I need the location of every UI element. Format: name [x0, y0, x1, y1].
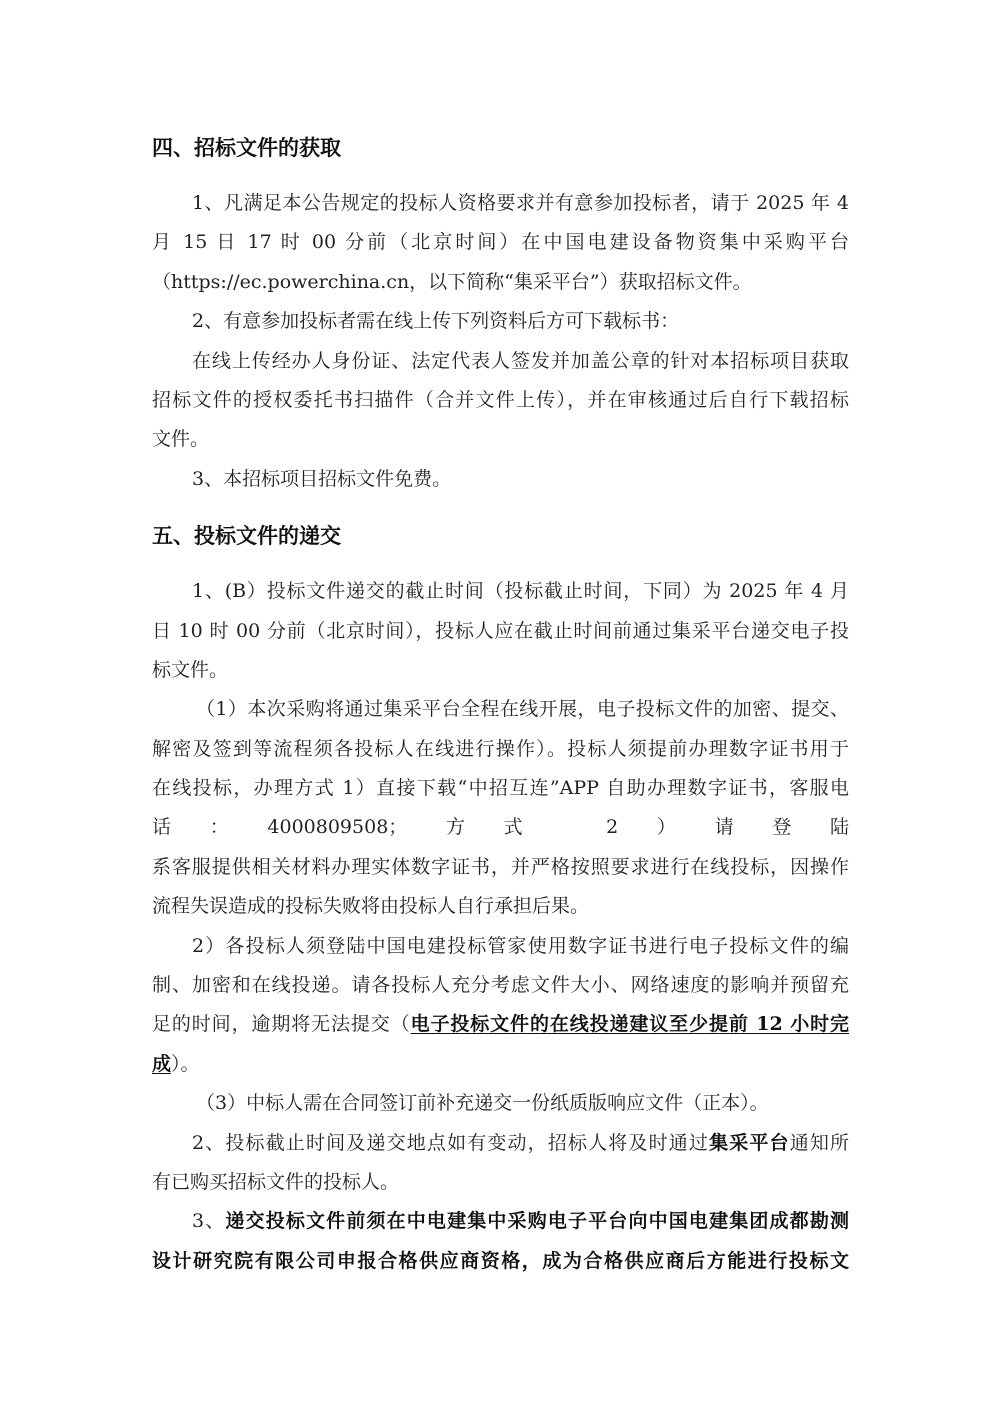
text-span: 有已购买招标文件的投标人。	[152, 1170, 400, 1193]
text-line	[152, 1084, 849, 1123]
text-span: 系客服提供相关材料办理实体数字证书，并严格按照要求进行在线投标，因操作	[152, 855, 849, 878]
text-span: 通知所	[789, 1131, 849, 1154]
text-line	[152, 690, 849, 729]
text-span: 3、	[192, 1210, 226, 1233]
text-line	[152, 848, 849, 887]
section-heading: 五、投标文件的递交	[152, 524, 341, 549]
text-span: 制、加密和在线投递。请各投标人充分考虑文件大小、网络速度的影响并预留充	[152, 974, 849, 997]
text-span: 招标文件的授权委托书扫描件（合并文件上传），并在审核通过后自行下载招标	[152, 388, 849, 411]
text-line	[152, 263, 849, 302]
emphasized-text: 电子投标文件的在线投递建议至少提前 12 小时完	[410, 1013, 849, 1036]
emphasized-text: 集采平台	[709, 1131, 790, 1154]
text-line	[152, 730, 849, 769]
text-span: （3）中标人需在合同签订前补充递交一份纸质版响应文件（正本）。	[196, 1092, 769, 1115]
text-span: 流程失误造成的投标失败将由投标人自行承担后果。	[152, 895, 590, 918]
text-line	[152, 1045, 849, 1084]
text-line	[152, 927, 849, 966]
text-span: 在线上传经办人身份证、法定代表人签发并加盖公章的针对本招标项目获取	[192, 349, 849, 372]
text-span: 标文件。	[152, 658, 229, 681]
emphasized-text: 成	[152, 1052, 172, 1075]
text-span: 2、投标截止时间及递交地点如有变动，招标人将及时通过	[192, 1131, 710, 1154]
document-page	[152, 128, 849, 1281]
text-span: （https://ec.powerchina.cn，以下简称“集采平台”）获取招标文件。	[152, 270, 752, 293]
text-span: 解密及签到等流程须各投标人在线进行操作）。投标人须提前办理数字证书用于	[152, 737, 849, 760]
text-line	[152, 420, 849, 459]
text-span: 1、(B）投标文件递交的截止时间（投标截止时间，下同）为 2025 年 4 月	[192, 580, 849, 603]
text-span: 文件。	[152, 428, 210, 451]
text-line	[152, 460, 849, 499]
text-line	[152, 223, 849, 262]
text-line	[152, 302, 849, 341]
text-line	[152, 887, 849, 926]
text-span: 1、凡满足本公告规定的投标人资格要求并有意参加投标者，请于 2025 年 4	[192, 192, 849, 214]
emphasized-text: 递交投标文件前须在中电建集中采购电子平台向中国电建集团成都勘测	[225, 1210, 849, 1233]
text-span: 在线投标，办理方式 1）直接下载“中招互连”APP 自助办理数字证书，客服电	[152, 777, 849, 800]
text-line	[152, 769, 849, 808]
text-line	[152, 651, 849, 690]
text-line	[152, 808, 849, 847]
text-line	[152, 612, 849, 651]
text-line	[152, 1163, 849, 1202]
text-line	[152, 184, 849, 223]
text-line	[152, 1242, 849, 1281]
text-span: 话：4000809508；方式 2）请登陆	[152, 816, 849, 839]
text-span: 2、有意参加投标者需在线上传下列资料后方可下载标书：	[192, 310, 680, 333]
text-line	[152, 1005, 849, 1044]
text-line	[152, 1202, 849, 1241]
emphasized-text: 设计研究院有限公司申报合格供应商资格，成为合格供应商后方能进行投标文	[152, 1249, 849, 1272]
text-span: 月 15 日 17 时 00 分前（北京时间）在中国电建设备物资集中采购平台	[152, 231, 849, 254]
section-heading: 四、招标文件的获取	[152, 136, 341, 160]
text-span: 2）各投标人须登陆中国电建投标管家使用数字证书进行电子投标文件的编	[192, 934, 849, 957]
text-line	[152, 572, 849, 611]
text-span: 足的时间，逾期将无法提交（	[152, 1013, 411, 1036]
text-line	[152, 342, 849, 381]
text-span: （1）本次采购将通过集采平台全程在线开展，电子投标文件的加密、提交、	[196, 698, 849, 721]
text-span: 日 10 时 00 分前（北京时间），投标人应在截止时间前通过集采平台递交电子投	[152, 619, 849, 642]
text-span: 3、本招标项目招标文件免费。	[192, 467, 452, 490]
text-line	[152, 966, 849, 1005]
text-span: ）。	[171, 1052, 200, 1075]
text-line	[152, 1124, 849, 1163]
text-line	[152, 381, 849, 420]
